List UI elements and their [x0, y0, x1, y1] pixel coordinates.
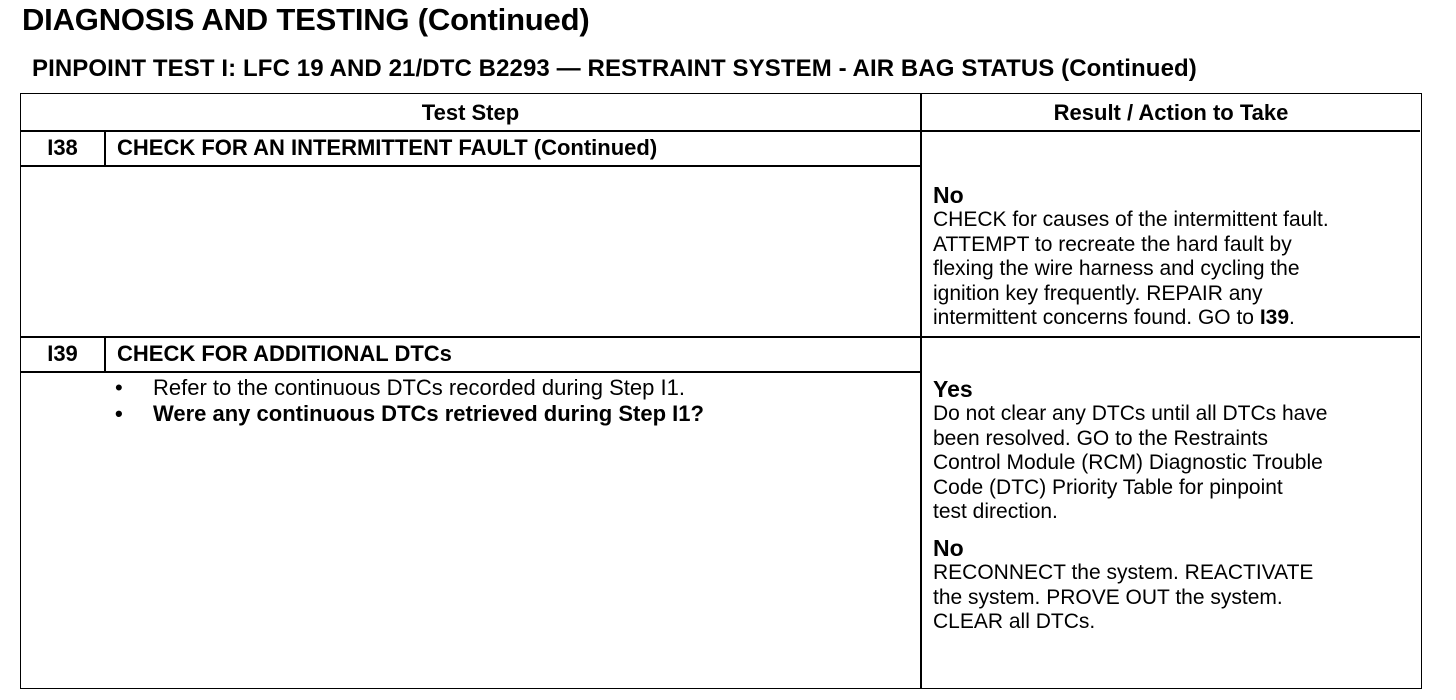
header-result-action: Result / Action to Take [1053, 99, 1289, 125]
result-yes [933, 376, 1419, 525]
result-no [933, 535, 1419, 635]
result-text [933, 208, 1419, 331]
result-label: Yes [933, 376, 973, 402]
pinpoint-test-table [20, 93, 1422, 689]
result-no [933, 182, 1419, 331]
step-number-divider [104, 131, 106, 165]
goto-suffix: . [1289, 306, 1295, 330]
step-number: I39 [47, 341, 78, 366]
result-label: No [933, 182, 964, 208]
step-title: CHECK FOR ADDITIONAL DTCs [117, 341, 452, 366]
step-number: I38 [47, 135, 78, 160]
pinpoint-test-title: PINPOINT TEST I: LFC 19 AND 21/DTC B2293 — RESTRAINT SYSTEM - AIR BAG STATUS (Continued) [32, 55, 1197, 82]
instruction-question: • Were any continuous DTCs retrieved during Step I1? [111, 401, 704, 427]
result-text-body: CHECK for causes of the intermittent fault. ATTEMPT to recreate the hard fault by flexing the wire harness and cycling the ignition key frequently. REPAIR any intermittent concerns found. GO to [933, 208, 1329, 330]
step-title-underline [21, 165, 920, 167]
result-text: Do not clear any DTCs until all DTCs have been resolved. GO to the Restraints Control Module (RCM) Diagnostic Trouble Code (DTC) Priority Table for pinpoint test direction. [933, 402, 1328, 524]
step-title: CHECK FOR AN INTERMITTENT FAULT (Continued) [117, 135, 658, 160]
header-test-step: Test Step [421, 99, 520, 125]
result-label: No [933, 535, 964, 561]
step-instructions [111, 375, 704, 427]
result-text: RECONNECT the system. REACTIVATE the system. PROVE OUT the system. CLEAR all DTCs. [933, 561, 1314, 634]
instruction-item: • Refer to the continuous DTCs recorded during Step I1. [111, 375, 704, 401]
column-divider [920, 94, 922, 688]
page-heading: DIAGNOSIS AND TESTING (Continued) [22, 2, 590, 37]
goto-step-reference: I39 [1259, 306, 1290, 330]
step-title-underline [21, 371, 920, 373]
step-number-divider [104, 337, 106, 371]
